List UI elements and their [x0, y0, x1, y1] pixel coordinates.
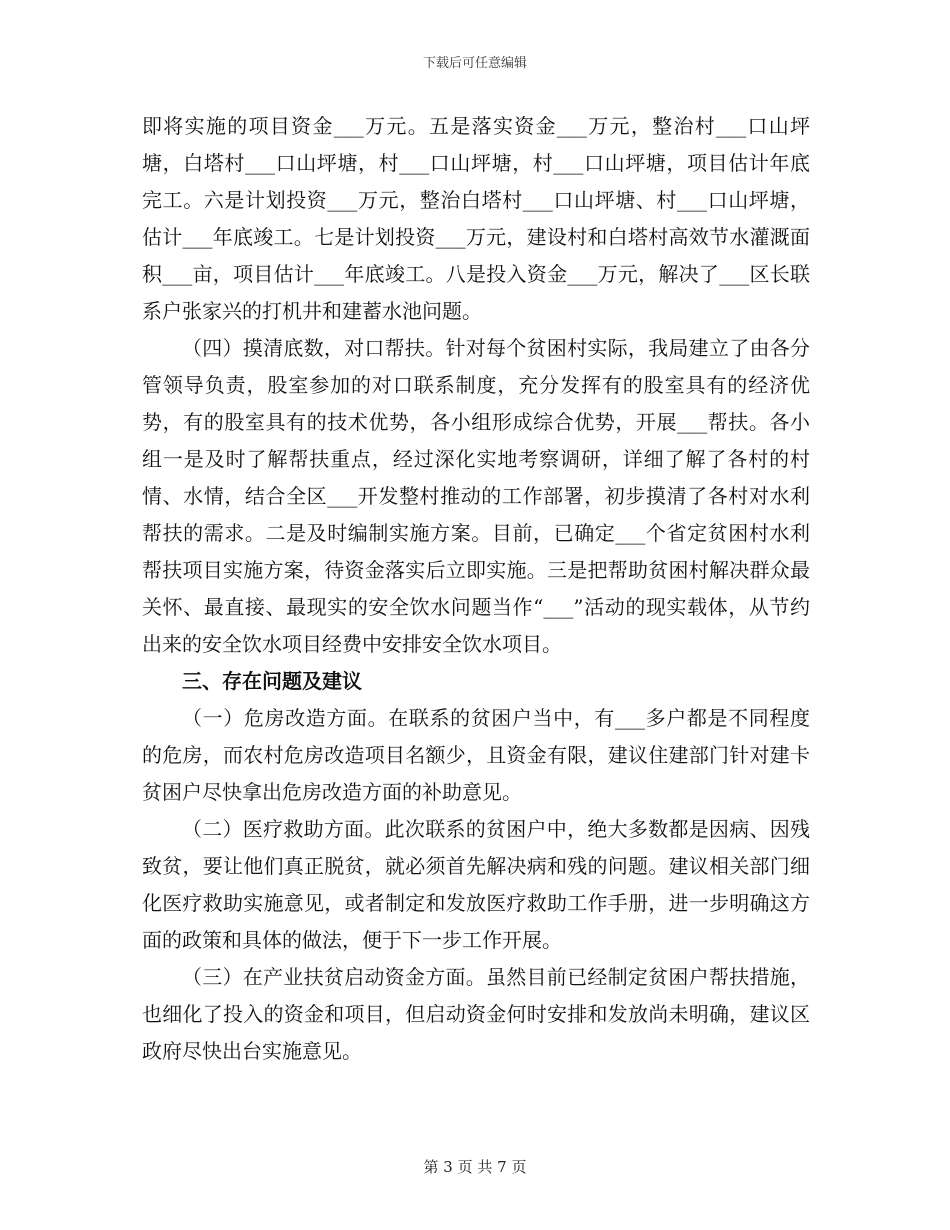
paragraph-continued: 即将实施的项目资金___万元。五是落实资金___万元，整治村___口山坪塘，白塔村___口山坪塘，村___口山坪塘，村___口山坪塘，项目估计年底完工。六是计划投资___万元，整治白塔村___口山坪塘、村___口山坪塘，估计___年底竣工。七是计划投资___万元，建设村和白塔村高效节水灌溉面积___亩，项目估计___年底竣工。八是投入资金___万元，解决了___区长联系户张家兴的打机井和建蓄水池问题。 [142, 114, 810, 323]
page-number: 第 3 页 共 7 页 [423, 1158, 527, 1176]
paragraph-housing: （一）危房改造方面。在联系的贫困户当中，有___多户都是不同程度的危房，而农村危房改造项目名额少，且资金有限，建议住建部门针对建卡贫困户尽快拿出危房改造方面的补助意见。 [142, 706, 810, 804]
section-heading: 三、存在问题及建议 [182, 669, 362, 693]
paragraph-four: （四）摸清底数，对口帮扶。针对每个贫困村实际，我局建立了由各分管领导负责，股室参加的对口联系制度，充分发挥有的股室具有的经济优势，有的股室具有的技术优势，各小组形成综合优势，开展___帮扶。各小组一是及时了解帮扶重点，经过深化实地考察调研，详细了解了各村的村情、水情，结合全区___开发整村推动的工作部署，初步摸清了各村对水利帮扶的需求。二是及时编制实施方案。目前，已确定___个省定贫困村水利帮扶项目实施方案，待资金落实后立即实施。三是把帮助贫困村解决群众最关怀、最直接、最现实的安全饮水问题当作“___”活动的现实载体，从节约出来的安全饮水项目经费中安排安全饮水项目。 [142, 336, 810, 656]
document-body [142, 108, 810, 1070]
paragraph-industry: （三）在产业扶贫启动资金方面。虽然目前已经制定贫困户帮扶措施，也细化了投入的资金和项目，但启动资金何时安排和发放尚未明确，建议区政府尽快出台实施意见。 [142, 965, 810, 1063]
paragraph-medical: （二）医疗救助方面。此次联系的贫困户中，绝大多数都是因病、因残致贫，要让他们真正脱贫，就必须首先解决病和残的问题。建议相关部门细化医疗救助实施意见，或者制定和发放医疗救助工作手册，进一步明确这方面的政策和具体的做法，便于下一步工作开展。 [142, 817, 810, 952]
page-header: 下载后可任意编辑 [422, 56, 527, 71]
